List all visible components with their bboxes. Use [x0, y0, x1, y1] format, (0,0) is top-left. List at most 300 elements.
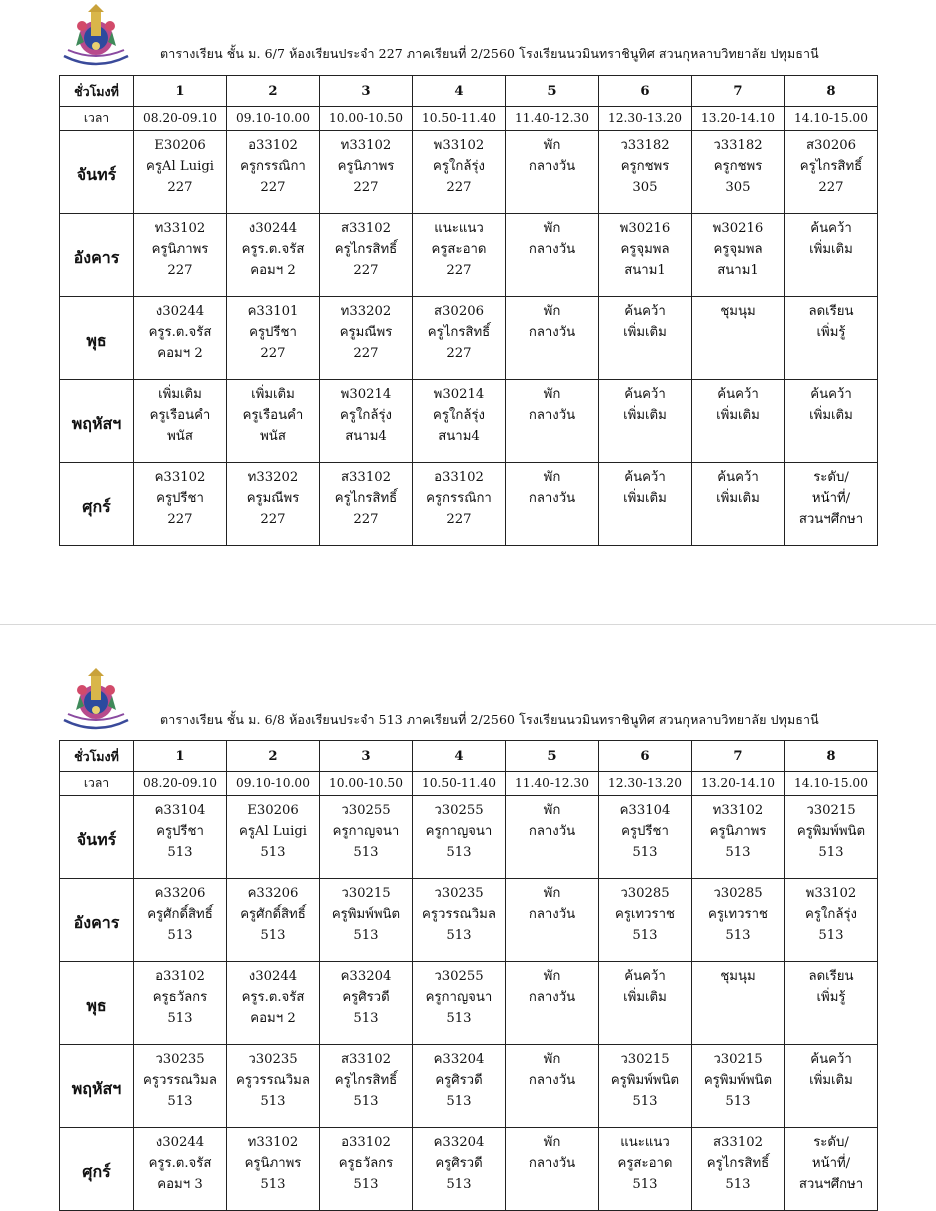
class-cell	[227, 1045, 320, 1128]
period-number: 6	[599, 741, 692, 772]
class-cell-line: 513	[725, 928, 751, 943]
timetable-table	[59, 75, 878, 546]
class-cell-line: E30206	[154, 138, 206, 153]
class-cell-line: ครูพิมพ์พนิต	[796, 824, 866, 839]
class-cell	[692, 879, 785, 962]
class-cell-line: พ30216	[619, 221, 671, 236]
time-slot: 11.40-12.30	[506, 107, 599, 131]
class-cell-line: ว30235	[155, 1052, 205, 1067]
class-cell-line: 513	[725, 1177, 751, 1192]
class-cell-line: ค้นคว้า	[624, 304, 666, 319]
class-cell-line: แนะแนว	[620, 1135, 670, 1150]
class-cell-line: ครูร.ต.จรัส	[241, 242, 305, 257]
class-cell-line: ครูศักดิ์สิทธิ์	[147, 907, 213, 922]
class-cell	[506, 463, 599, 546]
day-name: พุธ	[60, 962, 134, 1045]
class-cell	[599, 1045, 692, 1128]
class-cell-line: เพิ่มเติม	[623, 990, 667, 1005]
class-cell-line: แนะแนว	[434, 221, 484, 236]
class-cell-line: 513	[260, 845, 286, 860]
class-cell-line: ครูกาญจนา	[332, 824, 400, 839]
class-cell	[506, 131, 599, 214]
class-cell-line: ว30235	[248, 1052, 298, 1067]
class-cell-line: ครูมณีพร	[246, 491, 300, 506]
class-cell	[413, 1045, 506, 1128]
class-cell	[134, 463, 227, 546]
class-cell-line: ครูปรีชา	[621, 824, 669, 839]
time-slot: 09.10-10.00	[227, 772, 320, 796]
class-cell-line: 227	[353, 512, 379, 527]
class-cell	[785, 962, 878, 1045]
class-cell-line: สวนฯศึกษา	[798, 512, 864, 527]
class-cell	[599, 796, 692, 879]
class-cell	[134, 297, 227, 380]
class-cell-line: 227	[167, 180, 193, 195]
class-cell-line: ครูสะอาด	[617, 1156, 673, 1171]
class-cell	[320, 214, 413, 297]
day-row	[60, 962, 878, 1045]
class-cell-line: ว30235	[434, 886, 484, 901]
period-header-row	[60, 76, 878, 107]
class-cell-line: คอมฯ 3	[157, 1177, 203, 1192]
class-cell-line: ครูกาญจนา	[425, 824, 493, 839]
class-cell-line: 227	[260, 346, 286, 361]
class-cell	[692, 1045, 785, 1128]
class-cell-line: ค33204	[433, 1052, 485, 1067]
class-cell-line: 227	[353, 346, 379, 361]
class-cell-line: ค33204	[340, 969, 392, 984]
class-cell-line: เพิ่มเติม	[716, 408, 760, 423]
time-slot: 08.20-09.10	[134, 772, 227, 796]
class-cell-line: ครูปรีชา	[249, 325, 297, 340]
class-cell-line: 227	[818, 180, 844, 195]
class-cell-line: กลางวัน	[528, 824, 576, 839]
class-cell-line: เพิ่มเติม	[809, 408, 853, 423]
class-cell-line: พัก	[543, 803, 561, 818]
period-number: 1	[134, 76, 227, 107]
class-cell-line: ครูจุมพล	[620, 242, 670, 257]
class-cell-line: ว30215	[806, 803, 856, 818]
class-cell-line: ครูนิภาพร	[151, 242, 209, 257]
class-cell	[785, 131, 878, 214]
class-cell-line: 513	[632, 1177, 658, 1192]
class-cell-line: ครูAl Luigi	[146, 159, 214, 174]
class-cell-line: 513	[167, 845, 193, 860]
class-cell	[599, 463, 692, 546]
class-cell-line: ครูปรีชา	[156, 824, 204, 839]
time-slot: 10.50-11.40	[413, 107, 506, 131]
day-name: ศุกร์	[60, 1128, 134, 1211]
time-slot: 10.00-10.50	[320, 107, 413, 131]
class-cell-line: ท33102	[154, 221, 206, 236]
class-cell	[599, 1128, 692, 1211]
class-cell-line: กลางวัน	[528, 990, 576, 1005]
class-cell	[320, 1045, 413, 1128]
class-cell-line: ว33182	[713, 138, 763, 153]
class-cell	[134, 1128, 227, 1211]
class-cell-line: ครูใกล้รุ่ง	[340, 408, 392, 423]
class-cell	[227, 962, 320, 1045]
class-cell-line: ค33104	[154, 803, 206, 818]
class-cell	[692, 1128, 785, 1211]
class-cell-line: เพิ่มเติม	[809, 242, 853, 257]
class-cell	[134, 1045, 227, 1128]
class-cell	[785, 214, 878, 297]
class-cell-line: พัก	[543, 969, 561, 984]
class-cell	[785, 879, 878, 962]
day-row	[60, 297, 878, 380]
class-cell-line: ครูเทวราช	[708, 907, 768, 922]
day-name: ศุกร์	[60, 463, 134, 546]
class-cell-line: ว30215	[713, 1052, 763, 1067]
period-number: 8	[785, 741, 878, 772]
class-cell-line: อ33102	[341, 1135, 391, 1150]
class-cell-line: ครูเรือนคำ	[242, 408, 304, 423]
class-cell	[227, 879, 320, 962]
class-cell	[413, 796, 506, 879]
school-emblem-icon	[58, 2, 134, 68]
class-cell-line: ครูไกรสิทธิ์	[334, 1073, 398, 1088]
class-cell-line: ครูธวัลกร	[338, 1156, 394, 1171]
class-cell-line: 513	[446, 1094, 472, 1109]
class-cell-line: 513	[167, 1094, 193, 1109]
class-cell	[134, 796, 227, 879]
class-cell-line: ว30285	[620, 886, 670, 901]
class-cell-line: กลางวัน	[528, 907, 576, 922]
class-cell-line: 227	[260, 512, 286, 527]
class-cell-line: 513	[353, 928, 379, 943]
day-name: จันทร์	[60, 796, 134, 879]
class-cell	[692, 131, 785, 214]
time-slot: 11.40-12.30	[506, 772, 599, 796]
class-cell-line: พนัส	[260, 429, 286, 444]
time-slot: 09.10-10.00	[227, 107, 320, 131]
class-cell-line: กลางวัน	[528, 1156, 576, 1171]
class-cell-line: กลางวัน	[528, 408, 576, 423]
class-cell-line: ครูธวัลกร	[152, 990, 208, 1005]
class-cell	[227, 131, 320, 214]
class-cell-line: ครูศิรวดี	[435, 1073, 483, 1088]
class-cell-line: ครูพิมพ์พนิต	[331, 907, 401, 922]
period-header-row	[60, 741, 878, 772]
class-cell-line: สวนฯศึกษา	[798, 1177, 864, 1192]
class-cell	[134, 131, 227, 214]
class-cell-line: ส33102	[712, 1135, 763, 1150]
time-slot: 14.10-15.00	[785, 772, 878, 796]
class-cell-line: ค้นคว้า	[717, 387, 759, 402]
class-cell	[320, 380, 413, 463]
class-cell-line: ครูไกรสิทธิ์	[706, 1156, 770, 1171]
class-cell-line: 513	[725, 845, 751, 860]
class-cell-line: 513	[818, 845, 844, 860]
class-cell	[506, 796, 599, 879]
class-cell	[413, 131, 506, 214]
class-cell	[506, 380, 599, 463]
class-cell-line: ส33102	[340, 221, 391, 236]
class-cell-line: 227	[446, 263, 472, 278]
class-cell-line: ครูปรีชา	[156, 491, 204, 506]
class-cell-line: 513	[260, 1177, 286, 1192]
class-cell-line: พัก	[543, 886, 561, 901]
day-name: พุธ	[60, 297, 134, 380]
class-cell-line: ครูพิมพ์พนิต	[610, 1073, 680, 1088]
class-cell	[599, 962, 692, 1045]
class-cell	[413, 380, 506, 463]
class-cell-line: คอมฯ 2	[157, 346, 203, 361]
class-cell	[413, 879, 506, 962]
class-cell-line: ระดับ/	[813, 470, 849, 485]
class-cell-line: ค33101	[247, 304, 299, 319]
class-cell-line: พ30216	[712, 221, 764, 236]
time-label: เวลา	[60, 107, 134, 131]
class-cell-line: ครูกชพร	[620, 159, 670, 174]
class-cell-line: 227	[167, 512, 193, 527]
class-cell	[785, 1045, 878, 1128]
class-cell	[227, 297, 320, 380]
class-cell-line: ครูจุมพล	[713, 242, 763, 257]
class-cell-line: พ33102	[805, 886, 857, 901]
class-cell-line: หน้าที่/	[811, 491, 851, 506]
class-cell-line: ครูไกรสิทธิ์	[799, 159, 863, 174]
class-cell-line: ครูกาญจนา	[425, 990, 493, 1005]
time-row	[60, 772, 878, 796]
class-cell	[599, 879, 692, 962]
class-cell-line: 227	[167, 263, 193, 278]
class-cell-line: 227	[260, 180, 286, 195]
time-slot: 12.30-13.20	[599, 107, 692, 131]
day-row	[60, 214, 878, 297]
class-cell	[692, 214, 785, 297]
class-cell-line: ครูวรรณวิมล	[422, 907, 496, 922]
period-number: 8	[785, 76, 878, 107]
class-cell-line: 513	[353, 1011, 379, 1026]
class-cell-line: หน้าที่/	[811, 1156, 851, 1171]
time-slot: 14.10-15.00	[785, 107, 878, 131]
class-cell-line: E30206	[247, 803, 299, 818]
class-cell-line: พ33102	[433, 138, 485, 153]
period-number: 1	[134, 741, 227, 772]
class-cell-line: ลดเรียน	[808, 304, 854, 319]
period-number: 5	[506, 76, 599, 107]
class-cell	[785, 297, 878, 380]
class-cell-line: ท33102	[340, 138, 392, 153]
class-cell	[413, 962, 506, 1045]
class-cell-line: พ30214	[340, 387, 392, 402]
class-cell-line: ครูใกล้รุ่ง	[433, 159, 485, 174]
class-cell	[506, 297, 599, 380]
class-cell	[692, 297, 785, 380]
class-cell	[506, 962, 599, 1045]
class-cell	[599, 131, 692, 214]
class-cell	[227, 796, 320, 879]
class-cell-line: เพิ่มเติม	[623, 491, 667, 506]
class-cell-line: อ33102	[248, 138, 298, 153]
class-cell-line: ระดับ/	[813, 1135, 849, 1150]
class-cell-line: พัก	[543, 387, 561, 402]
class-cell	[227, 1128, 320, 1211]
class-cell-line: ค้นคว้า	[624, 387, 666, 402]
time-slot: 10.00-10.50	[320, 772, 413, 796]
class-cell	[413, 463, 506, 546]
day-name: จันทร์	[60, 131, 134, 214]
class-cell	[134, 214, 227, 297]
class-cell	[692, 463, 785, 546]
class-cell-line: 305	[632, 180, 658, 195]
class-cell-line: ส33102	[340, 1052, 391, 1067]
timetable-table	[59, 740, 878, 1211]
class-cell-line: ง30244	[155, 1135, 205, 1150]
day-row	[60, 463, 878, 546]
class-cell-line: 513	[353, 845, 379, 860]
class-cell-line: 513	[167, 928, 193, 943]
class-cell-line: ค้นคว้า	[624, 470, 666, 485]
time-label: เวลา	[60, 772, 134, 796]
class-cell-line: ครูศักดิ์สิทธิ์	[240, 907, 306, 922]
class-cell-line: ท33102	[247, 1135, 299, 1150]
class-cell	[320, 131, 413, 214]
class-cell	[785, 380, 878, 463]
period-label: ชั่วโมงที่	[60, 76, 134, 107]
class-cell-line: ครูกรรณิกา	[240, 159, 306, 174]
class-cell	[320, 1128, 413, 1211]
class-cell-line: พัก	[543, 1135, 561, 1150]
class-cell-line: ท33102	[712, 803, 764, 818]
period-number: 3	[320, 76, 413, 107]
day-row	[60, 1128, 878, 1211]
class-cell	[599, 380, 692, 463]
class-cell-line: พัก	[543, 138, 561, 153]
class-cell-line: ครูAl Luigi	[239, 824, 307, 839]
class-cell-line: พัก	[543, 1052, 561, 1067]
class-cell-line: ว33182	[620, 138, 670, 153]
class-cell-line: 513	[632, 1094, 658, 1109]
day-row	[60, 1045, 878, 1128]
class-cell-line: อ33102	[434, 470, 484, 485]
class-cell-line: 227	[446, 180, 472, 195]
class-cell	[320, 879, 413, 962]
class-cell-line: ครูเรือนคำ	[149, 408, 211, 423]
class-cell-line: ท33202	[247, 470, 299, 485]
class-cell-line: พัก	[543, 304, 561, 319]
class-cell	[413, 214, 506, 297]
period-label: ชั่วโมงที่	[60, 741, 134, 772]
class-cell-line: เพิ่มเติม	[716, 491, 760, 506]
class-cell	[227, 463, 320, 546]
class-cell-line: ครูวรรณวิมล	[236, 1073, 310, 1088]
class-cell-line: 227	[446, 512, 472, 527]
class-cell-line: คอมฯ 2	[250, 1011, 296, 1026]
day-row	[60, 131, 878, 214]
period-number: 7	[692, 76, 785, 107]
class-cell-line: ครูร.ต.จรัส	[148, 1156, 212, 1171]
class-cell-line: ครูสะอาด	[431, 242, 487, 257]
timetable-sheet-2	[0, 664, 936, 1192]
time-slot: 08.20-09.10	[134, 107, 227, 131]
class-cell-line: ครูร.ต.จรัส	[241, 990, 305, 1005]
class-cell-line: กลางวัน	[528, 325, 576, 340]
class-cell-line: ครูศิรวดี	[435, 1156, 483, 1171]
class-cell	[320, 796, 413, 879]
time-slot: 10.50-11.40	[413, 772, 506, 796]
class-cell-line: ส33102	[340, 470, 391, 485]
period-number: 4	[413, 741, 506, 772]
class-cell	[413, 1128, 506, 1211]
class-cell-line: 227	[353, 180, 379, 195]
day-row	[60, 796, 878, 879]
class-cell-line: 513	[446, 1177, 472, 1192]
period-number: 2	[227, 741, 320, 772]
class-cell-line: 513	[725, 1094, 751, 1109]
class-cell-line: 227	[446, 346, 472, 361]
class-cell-line: ว30255	[434, 803, 484, 818]
class-cell-line: ครูวรรณวิมล	[143, 1073, 217, 1088]
day-name: อังคาร	[60, 214, 134, 297]
class-cell-line: คอมฯ 2	[250, 263, 296, 278]
class-cell-line: เพิ่มเติม	[158, 387, 202, 402]
class-cell-line: กลางวัน	[528, 159, 576, 174]
period-number: 6	[599, 76, 692, 107]
page-divider	[0, 624, 936, 625]
class-cell-line: ครูศิรวดี	[342, 990, 390, 1005]
day-name: อังคาร	[60, 879, 134, 962]
class-cell-line: ส30206	[433, 304, 484, 319]
class-cell-line: ว30255	[434, 969, 484, 984]
class-cell	[320, 962, 413, 1045]
class-cell-line: ง30244	[248, 969, 298, 984]
timetable-sheet-1	[0, 0, 936, 527]
day-row	[60, 879, 878, 962]
school-emblem-icon	[58, 666, 134, 732]
class-cell	[506, 1128, 599, 1211]
day-name: พฤหัสฯ	[60, 380, 134, 463]
class-cell-line: ว30215	[341, 886, 391, 901]
class-cell-line: ค33102	[154, 470, 206, 485]
class-cell	[227, 380, 320, 463]
class-cell-line: ค้นคว้า	[810, 1052, 852, 1067]
class-cell-line: สนาม1	[717, 263, 759, 278]
class-cell-line: ครูร.ต.จรัส	[148, 325, 212, 340]
time-slot: 12.30-13.20	[599, 772, 692, 796]
class-cell-line: 513	[260, 928, 286, 943]
timetable-title: ตารางเรียน ชั้น ม. 6/8 ห้องเรียนประจำ 513 ภาคเรียนที่ 2/2560 โรงเรียนนวมินทราชินูทิศ สวนกุหลาบวิทยาลัย ปทุมธานี	[160, 712, 819, 727]
class-cell-line: ครูเทวราช	[615, 907, 675, 922]
class-cell	[785, 463, 878, 546]
class-cell-line: ว30255	[341, 803, 391, 818]
class-cell-line: พัก	[543, 470, 561, 485]
class-cell-line: เพิ่มรู้	[816, 325, 846, 340]
class-cell	[227, 214, 320, 297]
class-cell-line: ว30215	[620, 1052, 670, 1067]
time-row	[60, 107, 878, 131]
class-cell-line: ครูพิมพ์พนิต	[703, 1073, 773, 1088]
class-cell	[599, 297, 692, 380]
class-cell-line: ครูนิภาพร	[244, 1156, 302, 1171]
class-cell-line: ค้นคว้า	[624, 969, 666, 984]
class-cell-line: 513	[353, 1094, 379, 1109]
class-cell-line: 305	[725, 180, 751, 195]
class-cell-line: ค33104	[619, 803, 671, 818]
class-cell-line: 513	[446, 845, 472, 860]
class-cell	[134, 380, 227, 463]
class-cell-line: ค้นคว้า	[717, 470, 759, 485]
class-cell	[692, 796, 785, 879]
time-slot: 13.20-14.10	[692, 107, 785, 131]
class-cell	[692, 962, 785, 1045]
class-cell	[506, 214, 599, 297]
class-cell-line: 513	[167, 1011, 193, 1026]
class-cell-line: เพิ่มเติม	[623, 325, 667, 340]
sheet-header	[0, 664, 936, 738]
